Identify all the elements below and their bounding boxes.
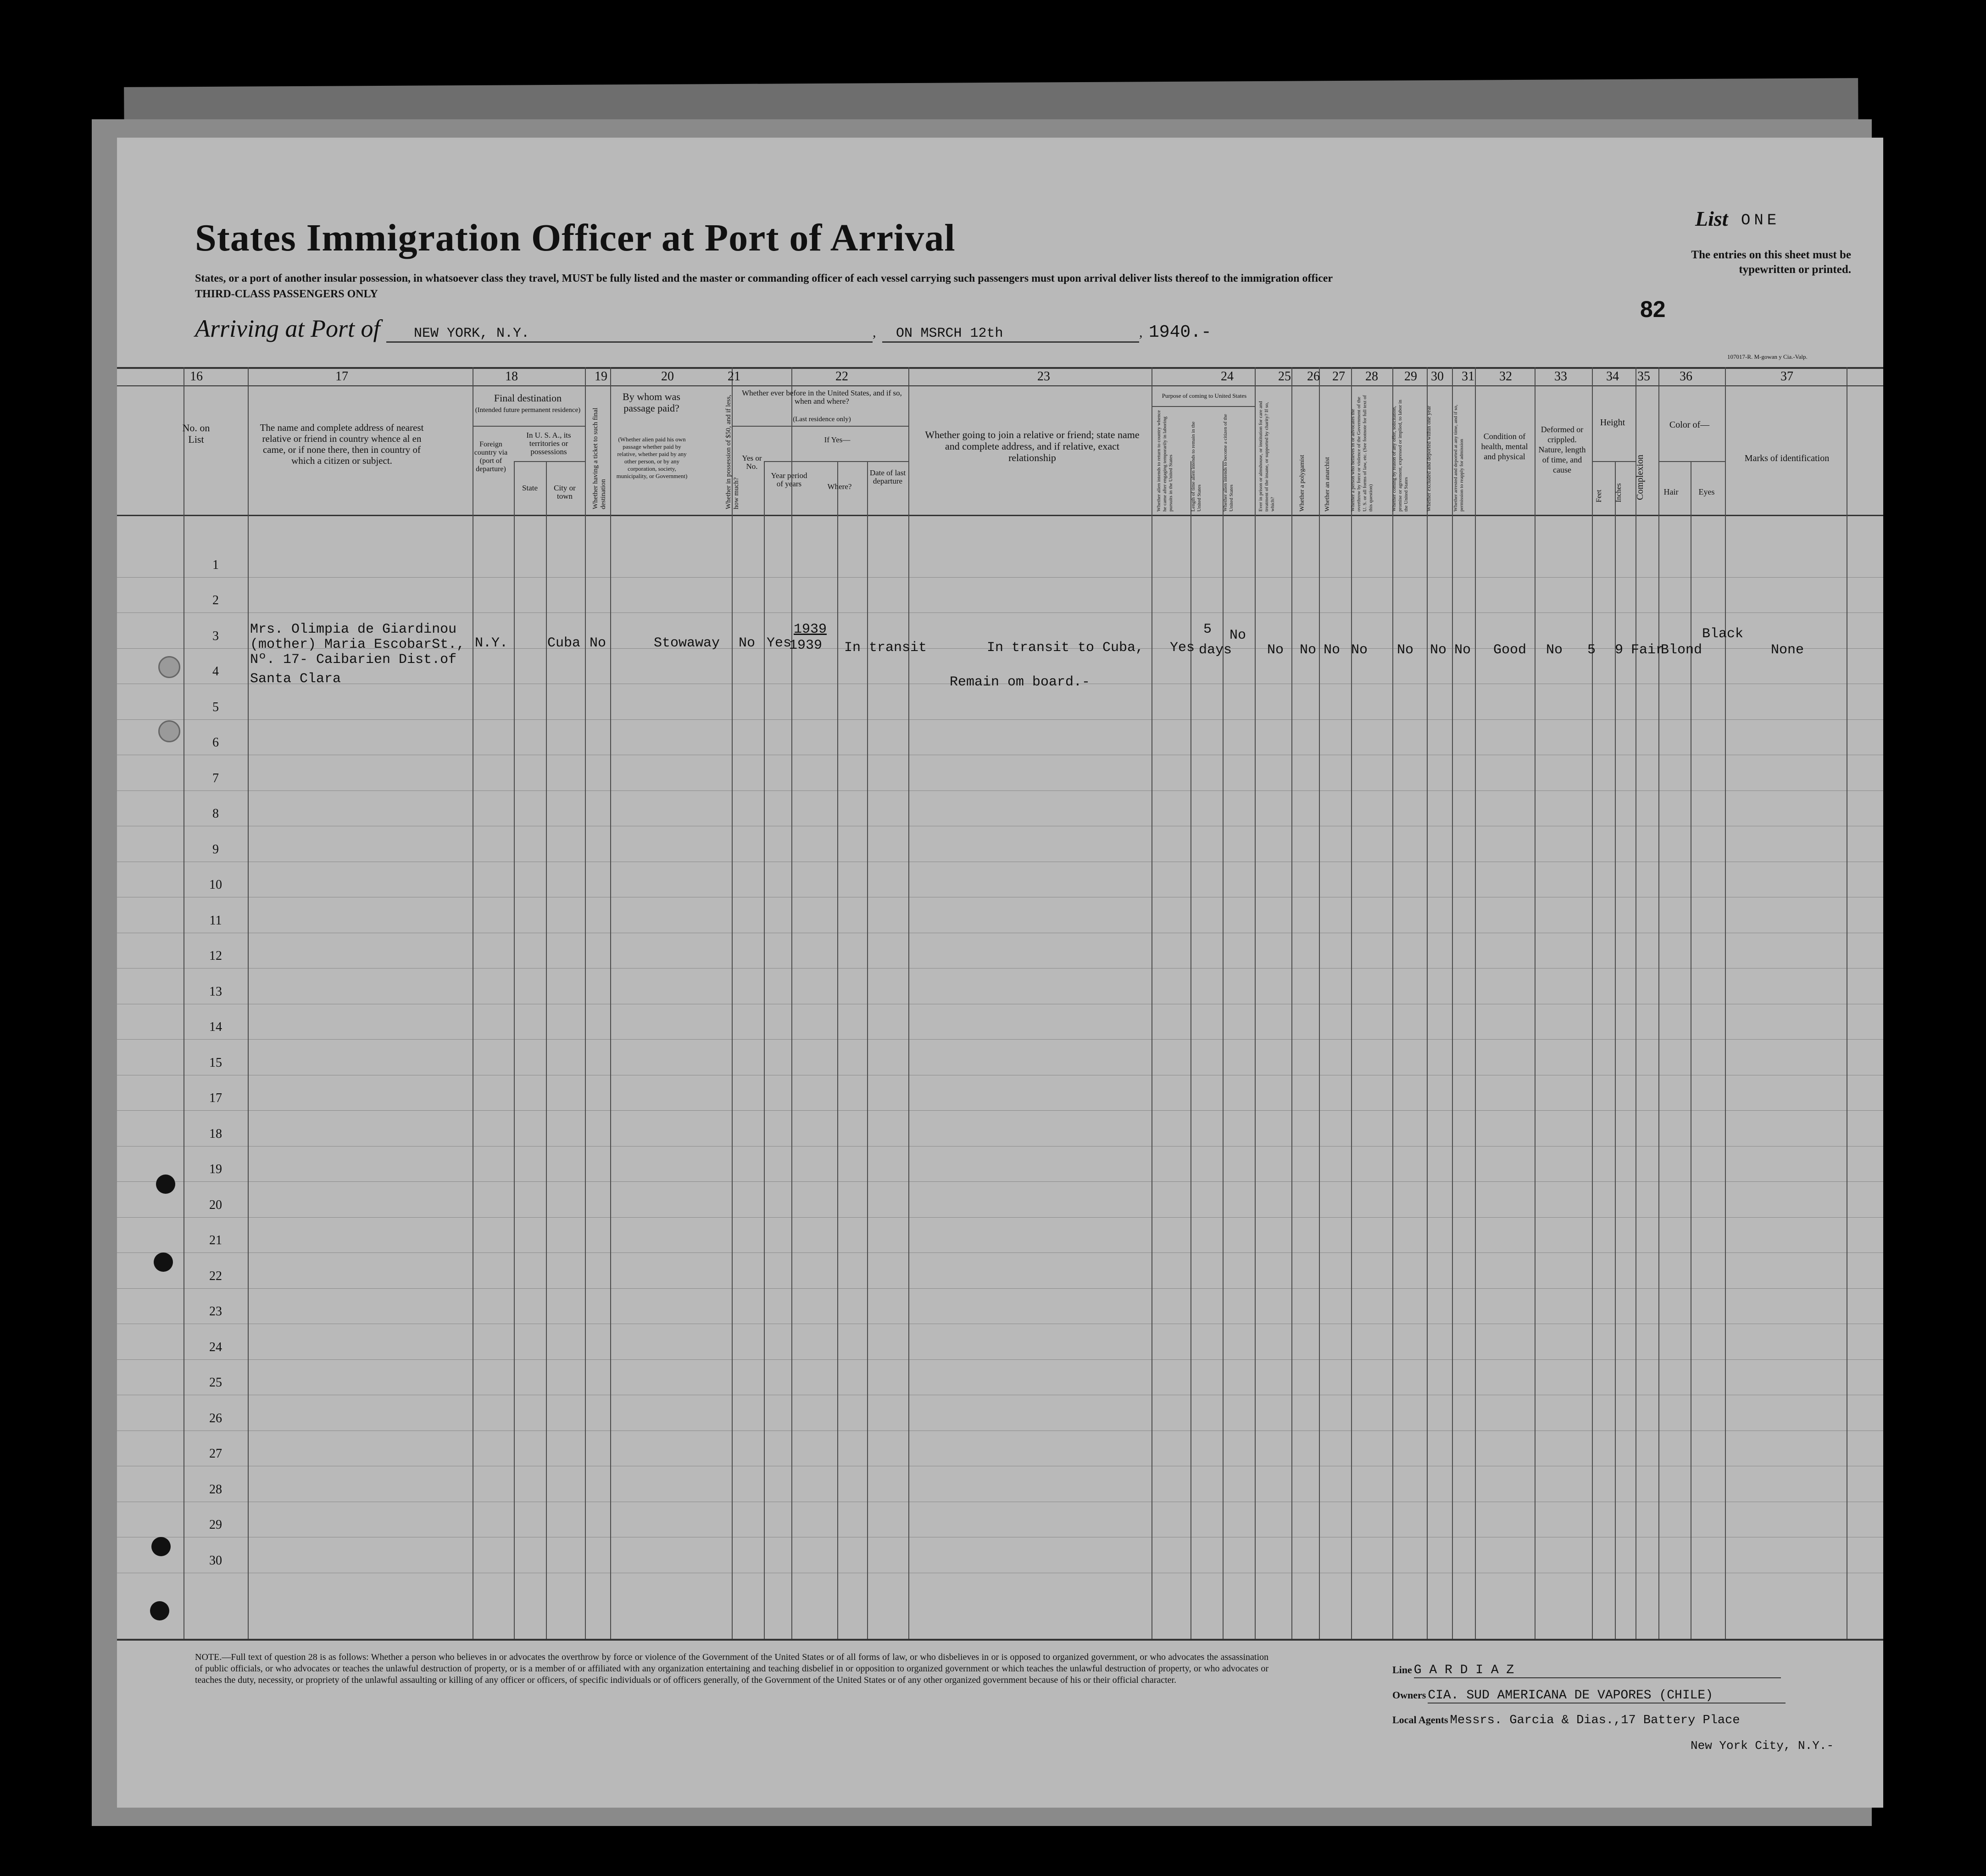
colnum-23: 23 [1037, 369, 1050, 384]
date-field [882, 325, 1139, 343]
instructions-text: States, or a port of another insular possession, in whatsoever class they travel, MUST be fully listed and the master or commanding officer of each vessel carrying such passengers must upon arrival deliver lists thereof to the immigration officer [195, 273, 1333, 284]
entry-joining-line2: Remain om board.- [950, 674, 1090, 690]
header-foreign-country: Foreign country via (port of departure) [474, 440, 508, 473]
colnum-24: 24 [1221, 369, 1234, 384]
row-rule [117, 1288, 1883, 1289]
entry-relative-line1: Mrs. Olimpia de Giardinou [250, 622, 457, 637]
entry-relative-line2: (mother) Maria EscobarSt., [250, 637, 465, 652]
owners-field [1392, 1688, 1786, 1703]
subheader-rule [764, 461, 908, 462]
column-rule [732, 367, 733, 1639]
colnum-18: 18 [505, 369, 518, 384]
header-excluded: Whether excluded and deported within one year [1425, 406, 1432, 512]
row-number: 20 [209, 1197, 222, 1212]
printer-imprint: 107017-R. M-gowan y Cia.-Valp. [1727, 353, 1808, 360]
header-final-destination: Final destination [494, 392, 562, 404]
row-number: 4 [212, 664, 219, 679]
row-number: 2 [212, 593, 219, 607]
agents-city: New York City, N.Y.- [1691, 1739, 1834, 1753]
column-rule [546, 461, 547, 1639]
colnum-21: 21 [728, 369, 740, 384]
manifest-sheet [117, 138, 1883, 1808]
owners-label: Owners [1392, 1689, 1426, 1701]
colnum-26: 26 [1307, 369, 1320, 384]
entry-complexion: Fair [1631, 642, 1664, 658]
colnum-16: 16 [190, 369, 203, 384]
column-rule [1427, 367, 1428, 1639]
colnum-30: 30 [1431, 369, 1444, 384]
arriving-label: Arriving at Port of [195, 315, 380, 342]
header-year: Year period of years [771, 471, 807, 488]
entry-labor-offer: No [1397, 642, 1414, 658]
entry-citizen: No [1229, 628, 1246, 643]
header-where: Where? [827, 482, 852, 491]
colnum-20: 20 [661, 369, 674, 384]
entry-health: Good [1493, 642, 1527, 658]
entry-where: In transit [844, 640, 927, 656]
entry-marks: None [1771, 642, 1804, 658]
column-rule [585, 367, 586, 1639]
entry-deported: No [1454, 642, 1471, 658]
header-no-on-list: No. on List [182, 422, 210, 445]
header-final-destination-sub: (Intended future permanent residence) [475, 406, 581, 414]
header-in-usa: In U. S. A., its territories or possessions [526, 431, 571, 456]
entry-city: Cuba [547, 635, 581, 651]
row-number: 18 [209, 1126, 222, 1141]
entry-polygamist: No [1300, 642, 1317, 658]
binder-hole [158, 656, 180, 678]
entry-return-intent: Yes [1170, 640, 1195, 656]
column-rule [1615, 461, 1616, 1639]
row-number: 11 [209, 913, 222, 928]
date-value: MSRCH 12th [920, 326, 1003, 341]
header-state: State [522, 484, 538, 492]
header-height: Height [1600, 418, 1625, 428]
row-number: 28 [209, 1482, 222, 1497]
column-rule [514, 461, 515, 1639]
column-rule [1392, 367, 1393, 1639]
entry-excluded: No [1430, 642, 1447, 658]
entry-year-bottom: 1939 [789, 638, 823, 653]
row-rule [117, 790, 1883, 791]
header-passage-paid-sub: (Whether alien paid his own passage whether paid by relative, whether paid by any other person, or by any corporation, society, municipality, or Government) [616, 436, 688, 479]
form-instructions [195, 271, 1525, 302]
arriving-line: Arriving at Port of NEW YORK, N.Y. , ON MSRCH 12th , 1940.- [195, 315, 1212, 342]
table-top-rule [117, 367, 1883, 369]
header-eyes: Eyes [1698, 487, 1715, 496]
row-rule [117, 1146, 1883, 1147]
header-hair: Hair [1663, 487, 1679, 496]
subheader-rule [1658, 461, 1725, 462]
owners-value: CIA. SUD AMERICANA DE VAPORES (CHILE) [1428, 1688, 1786, 1703]
row-number: 5 [212, 700, 219, 714]
row-number: 9 [212, 842, 219, 857]
column-rule [791, 367, 792, 1639]
header-joining-relative: Whether going to join a relative or friend; state name and complete address, and if relative, exact relationship [925, 429, 1140, 463]
entry-passage-paid: Stowaway [654, 635, 720, 651]
header-last-residence: (Last residence only) [793, 416, 851, 423]
column-rule [1475, 367, 1476, 1639]
column-rule [1223, 461, 1224, 1639]
entry-overthrow: No [1351, 642, 1368, 658]
row-number: 8 [212, 807, 219, 821]
subheader-rule [473, 426, 585, 427]
list-number: ONE [1741, 212, 1780, 229]
colnum-17: 17 [335, 369, 348, 384]
entry-prison: No [1267, 642, 1284, 658]
header-deported: Whether arrested and deported at any time, and if so, permission to reapply for admission [1453, 404, 1464, 512]
row-rule [117, 1181, 1883, 1182]
entry-year-top: 1939 [794, 622, 827, 637]
header-marks: Marks of identification [1744, 453, 1830, 463]
column-rule [1725, 367, 1726, 1639]
colnum-36: 36 [1680, 369, 1692, 384]
port-value: NEW YORK, N.Y. [386, 326, 873, 343]
header-bottom-rule [117, 515, 1883, 516]
column-rule [867, 461, 868, 1639]
line-value: G A R D I A Z [1414, 1663, 1781, 1678]
row-number: 19 [209, 1162, 222, 1176]
entry-ticket: No [590, 635, 606, 651]
row-number: 30 [209, 1553, 222, 1568]
column-rule [1190, 461, 1191, 1639]
row-number: 15 [209, 1055, 222, 1070]
colnum-29: 29 [1404, 369, 1417, 384]
row-number: 3 [212, 629, 219, 643]
column-rule [1452, 367, 1453, 1639]
binder-hole [150, 1601, 169, 1620]
entry-relative-line4: Santa Clara [250, 671, 341, 687]
colnum-19: 19 [595, 369, 607, 384]
row-number: 27 [209, 1447, 222, 1461]
header-health: Condition of health, mental and physical [1481, 432, 1528, 461]
row-number: 12 [209, 949, 222, 963]
page-number: 82 [1640, 296, 1666, 322]
class-note: THIRD-CLASS PASSENGERS ONLY [195, 288, 378, 300]
header-color-of: Color of— [1669, 420, 1710, 430]
column-rule [1351, 367, 1352, 1639]
entry-foreign-country: N.Y. [475, 635, 508, 651]
table-bottom-rule [117, 1639, 1883, 1641]
colnum-22: 22 [835, 369, 848, 384]
header-prison: Ever in prison or almshouse, or institution for care and treatment of the insane, or supported by charity? If so, which? [1258, 401, 1275, 512]
colnum-28: 28 [1365, 369, 1378, 384]
binder-hole [158, 720, 180, 742]
agents-value: Messrs. Garcia & Dias.,17 Battery Place [1450, 1714, 1740, 1727]
row-rule [117, 1359, 1883, 1360]
row-rule [117, 719, 1883, 720]
subheader-rule [1152, 406, 1255, 407]
header-complexion: Complexion [1635, 455, 1645, 500]
colnum-34: 34 [1606, 369, 1619, 384]
entry-money: No [739, 635, 756, 651]
row-number: 24 [209, 1340, 222, 1354]
column-rule [1319, 367, 1320, 1639]
header-length-of-time: Length of time alien intends to remain in the United States [1190, 421, 1202, 512]
header-if-yes: If Yes— [824, 435, 851, 444]
colnum-33: 33 [1554, 369, 1567, 384]
list-note: The entries on this sheet must be typewritten or printed. [1691, 249, 1851, 276]
header-yes-no: Yes or No. [742, 454, 762, 471]
header-labor-offer: Whether coming by reason of any offer, solicitation, promise or agreement, expressed or implied, to labor in the United States [1391, 400, 1409, 512]
row-rule [117, 968, 1883, 969]
entry-inches: 9 [1615, 642, 1624, 658]
list-label: List [1695, 207, 1728, 230]
entry-deformed: No [1546, 642, 1563, 658]
on-label: ON [896, 326, 913, 341]
row-number: 6 [212, 735, 219, 750]
line-label: Line [1392, 1664, 1412, 1676]
column-rule [1658, 367, 1659, 1639]
header-feet: Feet [1595, 490, 1603, 502]
binder-hole [156, 1175, 175, 1194]
column-rule [248, 367, 249, 1639]
colnum-37: 37 [1780, 369, 1793, 384]
row-rule [117, 1039, 1883, 1040]
header-anarchist: Whether an anarchist [1324, 457, 1331, 512]
colnum-31: 31 [1462, 369, 1474, 384]
row-number: 25 [209, 1375, 222, 1390]
colnum-rule [117, 385, 1883, 386]
header-fifty-dollars: Whether in possession of $50, and if less, how much? [725, 395, 740, 509]
subheader-rule [514, 461, 585, 462]
row-number: 7 [212, 771, 219, 785]
column-rule [1291, 367, 1292, 1639]
binder-hole [154, 1253, 173, 1272]
agents-field [1392, 1714, 1740, 1727]
header-ever-before: Whether ever before in the United States, and if so, when and where? [742, 389, 902, 406]
column-rule [764, 461, 765, 1639]
header-city: City or town [554, 484, 576, 501]
entry-relative-line3: Nº. 17- Caibarien Dist.of [250, 652, 457, 668]
column-rule [1255, 367, 1256, 1639]
footnote-question-28: NOTE.—Full text of question 28 is as follows: Whether a person who believes in or advocates the overthrow by force or violence of the Government of the United States or of all forms of law, or who disbelieves in or is opposed to organized government, or who advocates the assassination of public officials, or who advocates or teaches the unlawful destruction of property, or is a member of or affiliated with any organization entertaining and teaching disbelief in or opposition to organized government or which teaches the unlawful destruction of property, or who advocates or teaches the duty, necessity, or propriety of the unlawful assaulting or killing of any officer or officers, of specific individuals or of officers generally, of the Government of the United States or of any other organized government because of his or their official character. [195, 1652, 1268, 1685]
colnum-27: 27 [1332, 369, 1345, 384]
column-rule [908, 367, 909, 1639]
header-inches: Inches [1615, 483, 1623, 502]
row-number: 13 [209, 984, 222, 999]
row-rule [117, 1110, 1883, 1111]
row-number: 1 [212, 557, 219, 572]
colnum-35: 35 [1637, 369, 1650, 384]
column-rule [1592, 367, 1593, 1639]
entry-feet: 5 [1587, 642, 1596, 658]
entry-eyes: Black [1702, 626, 1744, 642]
form-title: States Immigration Officer at Port of Arrival [195, 217, 956, 259]
row-number: 23 [209, 1304, 222, 1319]
row-rule [117, 612, 1883, 613]
agents-label: Local Agents [1392, 1714, 1448, 1726]
row-rule [117, 577, 1883, 578]
header-purpose: Purpose of coming to United States [1162, 392, 1247, 399]
colnum-32: 32 [1499, 369, 1512, 384]
column-rule [837, 461, 838, 1639]
header-relative: The name and complete address of nearest relative or friend in country whence al en came, or if none there, then in country of which a citizen or subject. [260, 422, 424, 466]
entry-hair: Blond [1661, 642, 1702, 658]
header-become-citizen: Whether alien intends to become a citizen of the United States [1223, 414, 1234, 512]
entry-anarchist: No [1324, 642, 1341, 658]
header-polygamist: Whether a polygamist [1299, 455, 1306, 512]
row-number: 26 [209, 1411, 222, 1425]
row-number: 14 [209, 1020, 222, 1034]
subheader-rule [732, 426, 908, 427]
entry-length-num: 5 [1203, 622, 1212, 637]
line-field [1392, 1663, 1781, 1678]
header-return-intent: Whether alien intends to return to country whence he came after engaging temporarily in laboring pursuits in the United States [1156, 410, 1174, 512]
row-number: 17 [209, 1091, 222, 1105]
header-passage-paid: By whom was passage paid? [623, 391, 680, 414]
colnum-25: 25 [1278, 369, 1291, 384]
row-number: 21 [209, 1233, 222, 1247]
year-value: 1940.- [1149, 323, 1212, 342]
entry-length-unit: days [1199, 642, 1232, 658]
entry-ever-before: Yes [767, 635, 792, 651]
row-number: 29 [209, 1518, 222, 1532]
entry-joining-line1: In transit to Cuba, [987, 640, 1144, 656]
header-ticket: Whether having a ticket to such final destination [592, 407, 607, 509]
header-overthrow: Whether a person who believes in or advocates the overthrow by force or violence of the Government of the U. S. or all forms of law, etc. (See footnote for full text of this question) [1350, 395, 1374, 512]
binder-hole [151, 1537, 171, 1556]
column-rule [610, 367, 611, 1639]
row-rule [117, 1217, 1883, 1218]
row-number: 22 [209, 1269, 222, 1283]
row-number: 10 [209, 878, 222, 892]
header-deformed: Deformed or crippled. Nature, length of time, and cause [1538, 425, 1586, 474]
header-date-departure: Date of last departure [869, 468, 906, 485]
